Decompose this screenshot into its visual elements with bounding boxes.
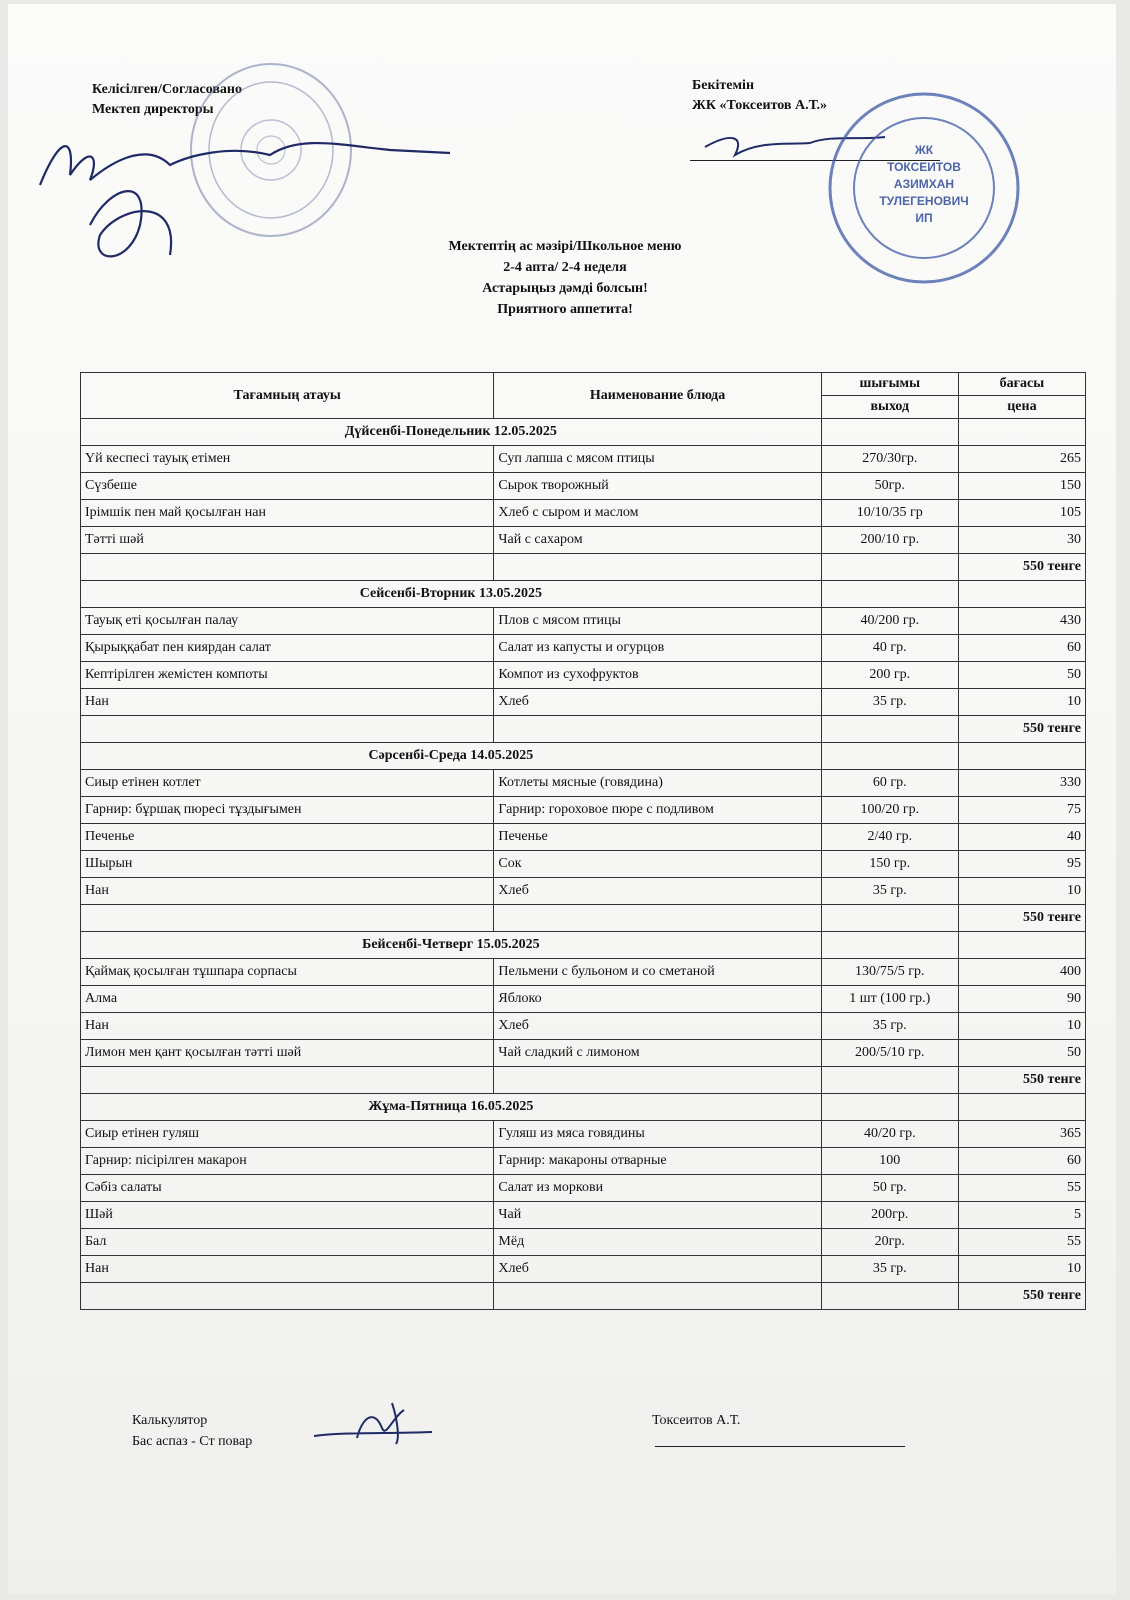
dish-name-kz: Нан xyxy=(81,1013,494,1040)
dish-output: 2/40 гр. xyxy=(821,824,958,851)
empty-cell xyxy=(821,716,958,743)
table-row xyxy=(81,878,1086,905)
table-row xyxy=(81,824,1086,851)
dish-name-ru: Гарнир: гороховое пюре с подливом xyxy=(494,797,821,824)
empty-cell xyxy=(81,716,494,743)
dish-price: 50 xyxy=(958,1040,1085,1067)
stamp-line: ТУЛЕГЕНОВИЧ xyxy=(879,194,969,208)
dish-output: 100 xyxy=(821,1148,958,1175)
dish-name-kz: Шәй xyxy=(81,1202,494,1229)
empty-cell xyxy=(821,1283,958,1310)
dish-price: 55 xyxy=(958,1229,1085,1256)
company-label: ЖК «Токсеитов А.Т.» xyxy=(692,98,828,113)
dish-name-ru: Мёд xyxy=(494,1229,821,1256)
dish-price: 400 xyxy=(958,959,1085,986)
dish-name-kz: Сиыр етінен котлет xyxy=(81,770,494,797)
dish-name-kz: Тауық еті қосылған палау xyxy=(81,608,494,635)
empty-cell xyxy=(821,1067,958,1094)
table-row xyxy=(81,446,1086,473)
day-title: Сәрсенбі-Среда 14.05.2025 xyxy=(81,743,822,770)
dish-name-ru: Гуляш из мяса говядины xyxy=(494,1121,821,1148)
stamp-line: ТОКСЕИТОВ xyxy=(887,160,961,174)
dish-name-kz: Үй кеспесі тауық етімен xyxy=(81,446,494,473)
chef-label: Бас аспаз - Ст повар xyxy=(132,1434,253,1449)
dish-price: 75 xyxy=(958,797,1085,824)
dish-price: 90 xyxy=(958,986,1085,1013)
dish-output: 50 гр. xyxy=(821,1175,958,1202)
col-header-price-kz: бағасы xyxy=(958,373,1085,396)
dish-name-kz: Сәбіз салаты xyxy=(81,1175,494,1202)
dish-price: 430 xyxy=(958,608,1085,635)
dish-name-ru: Хлеб xyxy=(494,878,821,905)
dish-name-kz: Ірімшік пен май қосылған нан xyxy=(81,500,494,527)
subtitle-week: 2-4 апта/ 2-4 неделя xyxy=(503,260,627,275)
menu-title-block xyxy=(0,236,1130,320)
dish-name-ru: Чай xyxy=(494,1202,821,1229)
dish-name-kz: Гарнир: бұршақ пюресі тұздығымен xyxy=(81,797,494,824)
dish-price: 10 xyxy=(958,878,1085,905)
table-row xyxy=(81,500,1086,527)
day-title: Жұма-Пятница 16.05.2025 xyxy=(81,1094,822,1121)
dish-price: 95 xyxy=(958,851,1085,878)
day-header-row xyxy=(81,581,1086,608)
table-header-row xyxy=(81,373,1086,396)
table-row xyxy=(81,797,1086,824)
dish-output: 35 гр. xyxy=(821,689,958,716)
dish-output: 200гр. xyxy=(821,1202,958,1229)
dish-name-kz: Кептірілген жемістен компоты xyxy=(81,662,494,689)
dish-name-ru: Яблоко xyxy=(494,986,821,1013)
dish-name-kz: Нан xyxy=(81,878,494,905)
dish-name-kz: Нан xyxy=(81,689,494,716)
empty-cell xyxy=(958,932,1085,959)
dish-name-ru: Печенье xyxy=(494,824,821,851)
dish-name-kz: Шырын xyxy=(81,851,494,878)
dish-output: 40/20 гр. xyxy=(821,1121,958,1148)
table-row xyxy=(81,1040,1086,1067)
dish-output: 50гр. xyxy=(821,473,958,500)
approve-label: Бекітемін xyxy=(692,78,755,93)
table-row xyxy=(81,1013,1086,1040)
table-row xyxy=(81,608,1086,635)
col-header-price-ru: цена xyxy=(958,396,1085,419)
stamp-text xyxy=(826,142,1022,227)
footer-left xyxy=(132,1410,252,1452)
wish-kz: Астарыңыз дәмді болсын! xyxy=(482,281,648,296)
table-row xyxy=(81,959,1086,986)
empty-cell xyxy=(958,581,1085,608)
day-total: 550 тенге xyxy=(958,716,1085,743)
day-total-row xyxy=(81,1283,1086,1310)
menu-table-body xyxy=(81,419,1086,1310)
dish-output: 200/10 гр. xyxy=(821,527,958,554)
empty-cell xyxy=(821,905,958,932)
dish-output: 130/75/5 гр. xyxy=(821,959,958,986)
empty-cell xyxy=(958,419,1085,446)
dish-name-kz: Қаймақ қосылған тұшпара сорпасы xyxy=(81,959,494,986)
wish-ru: Приятного аппетита! xyxy=(497,302,633,317)
empty-cell xyxy=(81,1067,494,1094)
day-header-row xyxy=(81,419,1086,446)
dish-output: 60 гр. xyxy=(821,770,958,797)
dish-price: 10 xyxy=(958,1013,1085,1040)
dish-name-kz: Алма xyxy=(81,986,494,1013)
empty-cell xyxy=(958,1094,1085,1121)
director-label: Мектеп директоры xyxy=(92,102,214,117)
table-row xyxy=(81,1202,1086,1229)
dish-price: 265 xyxy=(958,446,1085,473)
dish-price: 10 xyxy=(958,689,1085,716)
dish-name-ru: Чай сладкий с лимоном xyxy=(494,1040,821,1067)
dish-price: 330 xyxy=(958,770,1085,797)
empty-cell xyxy=(821,932,958,959)
dish-output: 40/200 гр. xyxy=(821,608,958,635)
day-header-row xyxy=(81,932,1086,959)
dish-name-kz: Бал xyxy=(81,1229,494,1256)
empty-cell xyxy=(494,716,821,743)
chef-signature-icon xyxy=(312,1398,437,1448)
dish-name-kz: Сиыр етінен гуляш xyxy=(81,1121,494,1148)
dish-price: 150 xyxy=(958,473,1085,500)
dish-price: 55 xyxy=(958,1175,1085,1202)
dish-output: 1 шт (100 гр.) xyxy=(821,986,958,1013)
day-title: Сейсенбі-Вторник 13.05.2025 xyxy=(81,581,822,608)
col-header-kz: Тағамның атауы xyxy=(81,373,494,419)
day-title: Бейсенбі-Четверг 15.05.2025 xyxy=(81,932,822,959)
dish-output: 40 гр. xyxy=(821,635,958,662)
dish-price: 60 xyxy=(958,635,1085,662)
stamp-line: ЖК xyxy=(914,143,934,157)
dish-price: 60 xyxy=(958,1148,1085,1175)
dish-name-ru: Хлеб xyxy=(494,689,821,716)
signer-name: Токсеитов А.Т. xyxy=(652,1413,741,1428)
empty-cell xyxy=(81,554,494,581)
col-header-output-ru: выход xyxy=(821,396,958,419)
dish-output: 200 гр. xyxy=(821,662,958,689)
day-total: 550 тенге xyxy=(958,905,1085,932)
approve-block xyxy=(692,76,827,116)
dish-name-ru: Гарнир: макароны отварные xyxy=(494,1148,821,1175)
dish-price: 105 xyxy=(958,500,1085,527)
calculator-label: Калькулятор xyxy=(132,1413,208,1428)
table-row xyxy=(81,1148,1086,1175)
empty-cell xyxy=(821,743,958,770)
day-total-row xyxy=(81,716,1086,743)
table-row xyxy=(81,527,1086,554)
dish-output: 150 гр. xyxy=(821,851,958,878)
dish-name-kz: Сүзбеше xyxy=(81,473,494,500)
dish-name-ru: Чай с сахаром xyxy=(494,527,821,554)
day-header-row xyxy=(81,743,1086,770)
day-total-row xyxy=(81,554,1086,581)
dish-name-kz: Нан xyxy=(81,1256,494,1283)
empty-cell xyxy=(494,1067,821,1094)
day-header-row xyxy=(81,1094,1086,1121)
dish-name-ru: Сок xyxy=(494,851,821,878)
empty-cell xyxy=(821,554,958,581)
table-row xyxy=(81,473,1086,500)
empty-cell xyxy=(81,905,494,932)
day-total: 550 тенге xyxy=(958,1067,1085,1094)
day-total: 550 тенге xyxy=(958,1283,1085,1310)
col-header-output-kz: шығымы xyxy=(821,373,958,396)
dish-output: 100/20 гр. xyxy=(821,797,958,824)
dish-output: 35 гр. xyxy=(821,1013,958,1040)
dish-name-ru: Хлеб с сыром и маслом xyxy=(494,500,821,527)
dish-output: 10/10/35 гр xyxy=(821,500,958,527)
day-title: Дүйсенбі-Понедельник 12.05.2025 xyxy=(81,419,822,446)
empty-cell xyxy=(821,581,958,608)
table-row xyxy=(81,851,1086,878)
dish-price: 50 xyxy=(958,662,1085,689)
dish-price: 5 xyxy=(958,1202,1085,1229)
dish-price: 30 xyxy=(958,527,1085,554)
dish-output: 20гр. xyxy=(821,1229,958,1256)
dish-name-kz: Гарнир: пісірілген макарон xyxy=(81,1148,494,1175)
dish-price: 365 xyxy=(958,1121,1085,1148)
table-row xyxy=(81,689,1086,716)
table-row xyxy=(81,1256,1086,1283)
dish-name-ru: Суп лапша с мясом птицы xyxy=(494,446,821,473)
title-line: Мектептің ас мәзірі/Школьное меню xyxy=(448,239,682,254)
dish-name-ru: Салат из капусты и огурцов xyxy=(494,635,821,662)
dish-name-ru: Компот из сухофруктов xyxy=(494,662,821,689)
empty-cell xyxy=(958,743,1085,770)
day-total-row xyxy=(81,1067,1086,1094)
agreed-label: Келісілген/Согласовано xyxy=(92,82,242,97)
dish-name-kz: Печенье xyxy=(81,824,494,851)
dish-name-kz: Тәтті шәй xyxy=(81,527,494,554)
stamp-line: ИП xyxy=(915,211,933,225)
dish-output: 35 гр. xyxy=(821,878,958,905)
footer-right xyxy=(652,1410,740,1431)
dish-name-kz: Лимон мен қант қосылған тәтті шәй xyxy=(81,1040,494,1067)
dish-price: 10 xyxy=(958,1256,1085,1283)
table-row xyxy=(81,986,1086,1013)
table-row xyxy=(81,1229,1086,1256)
dish-name-ru: Котлеты мясные (говядина) xyxy=(494,770,821,797)
col-header-ru: Наименование блюда xyxy=(494,373,821,419)
empty-cell xyxy=(821,1094,958,1121)
dish-price: 40 xyxy=(958,824,1085,851)
table-row xyxy=(81,770,1086,797)
menu-table xyxy=(80,372,1086,1310)
table-row xyxy=(81,1175,1086,1202)
table-row xyxy=(81,635,1086,662)
dish-output: 35 гр. xyxy=(821,1256,958,1283)
table-row xyxy=(81,662,1086,689)
day-total-row xyxy=(81,905,1086,932)
dish-name-ru: Пельмени с бульоном и со сметаной xyxy=(494,959,821,986)
table-row xyxy=(81,1121,1086,1148)
day-total: 550 тенге xyxy=(958,554,1085,581)
dish-name-kz: Қырыққабат пен киярдан салат xyxy=(81,635,494,662)
empty-cell xyxy=(494,554,821,581)
empty-cell xyxy=(81,1283,494,1310)
signer-line xyxy=(655,1446,905,1447)
dish-output: 270/30гр. xyxy=(821,446,958,473)
dish-name-ru: Сырок творожный xyxy=(494,473,821,500)
dish-name-ru: Хлеб xyxy=(494,1256,821,1283)
dish-name-ru: Хлеб xyxy=(494,1013,821,1040)
dish-name-ru: Плов с мясом птицы xyxy=(494,608,821,635)
dish-name-ru: Салат из моркови xyxy=(494,1175,821,1202)
empty-cell xyxy=(821,419,958,446)
stamp-line: АЗИМХАН xyxy=(893,177,955,191)
empty-cell xyxy=(494,1283,821,1310)
dish-output: 200/5/10 гр. xyxy=(821,1040,958,1067)
empty-cell xyxy=(494,905,821,932)
